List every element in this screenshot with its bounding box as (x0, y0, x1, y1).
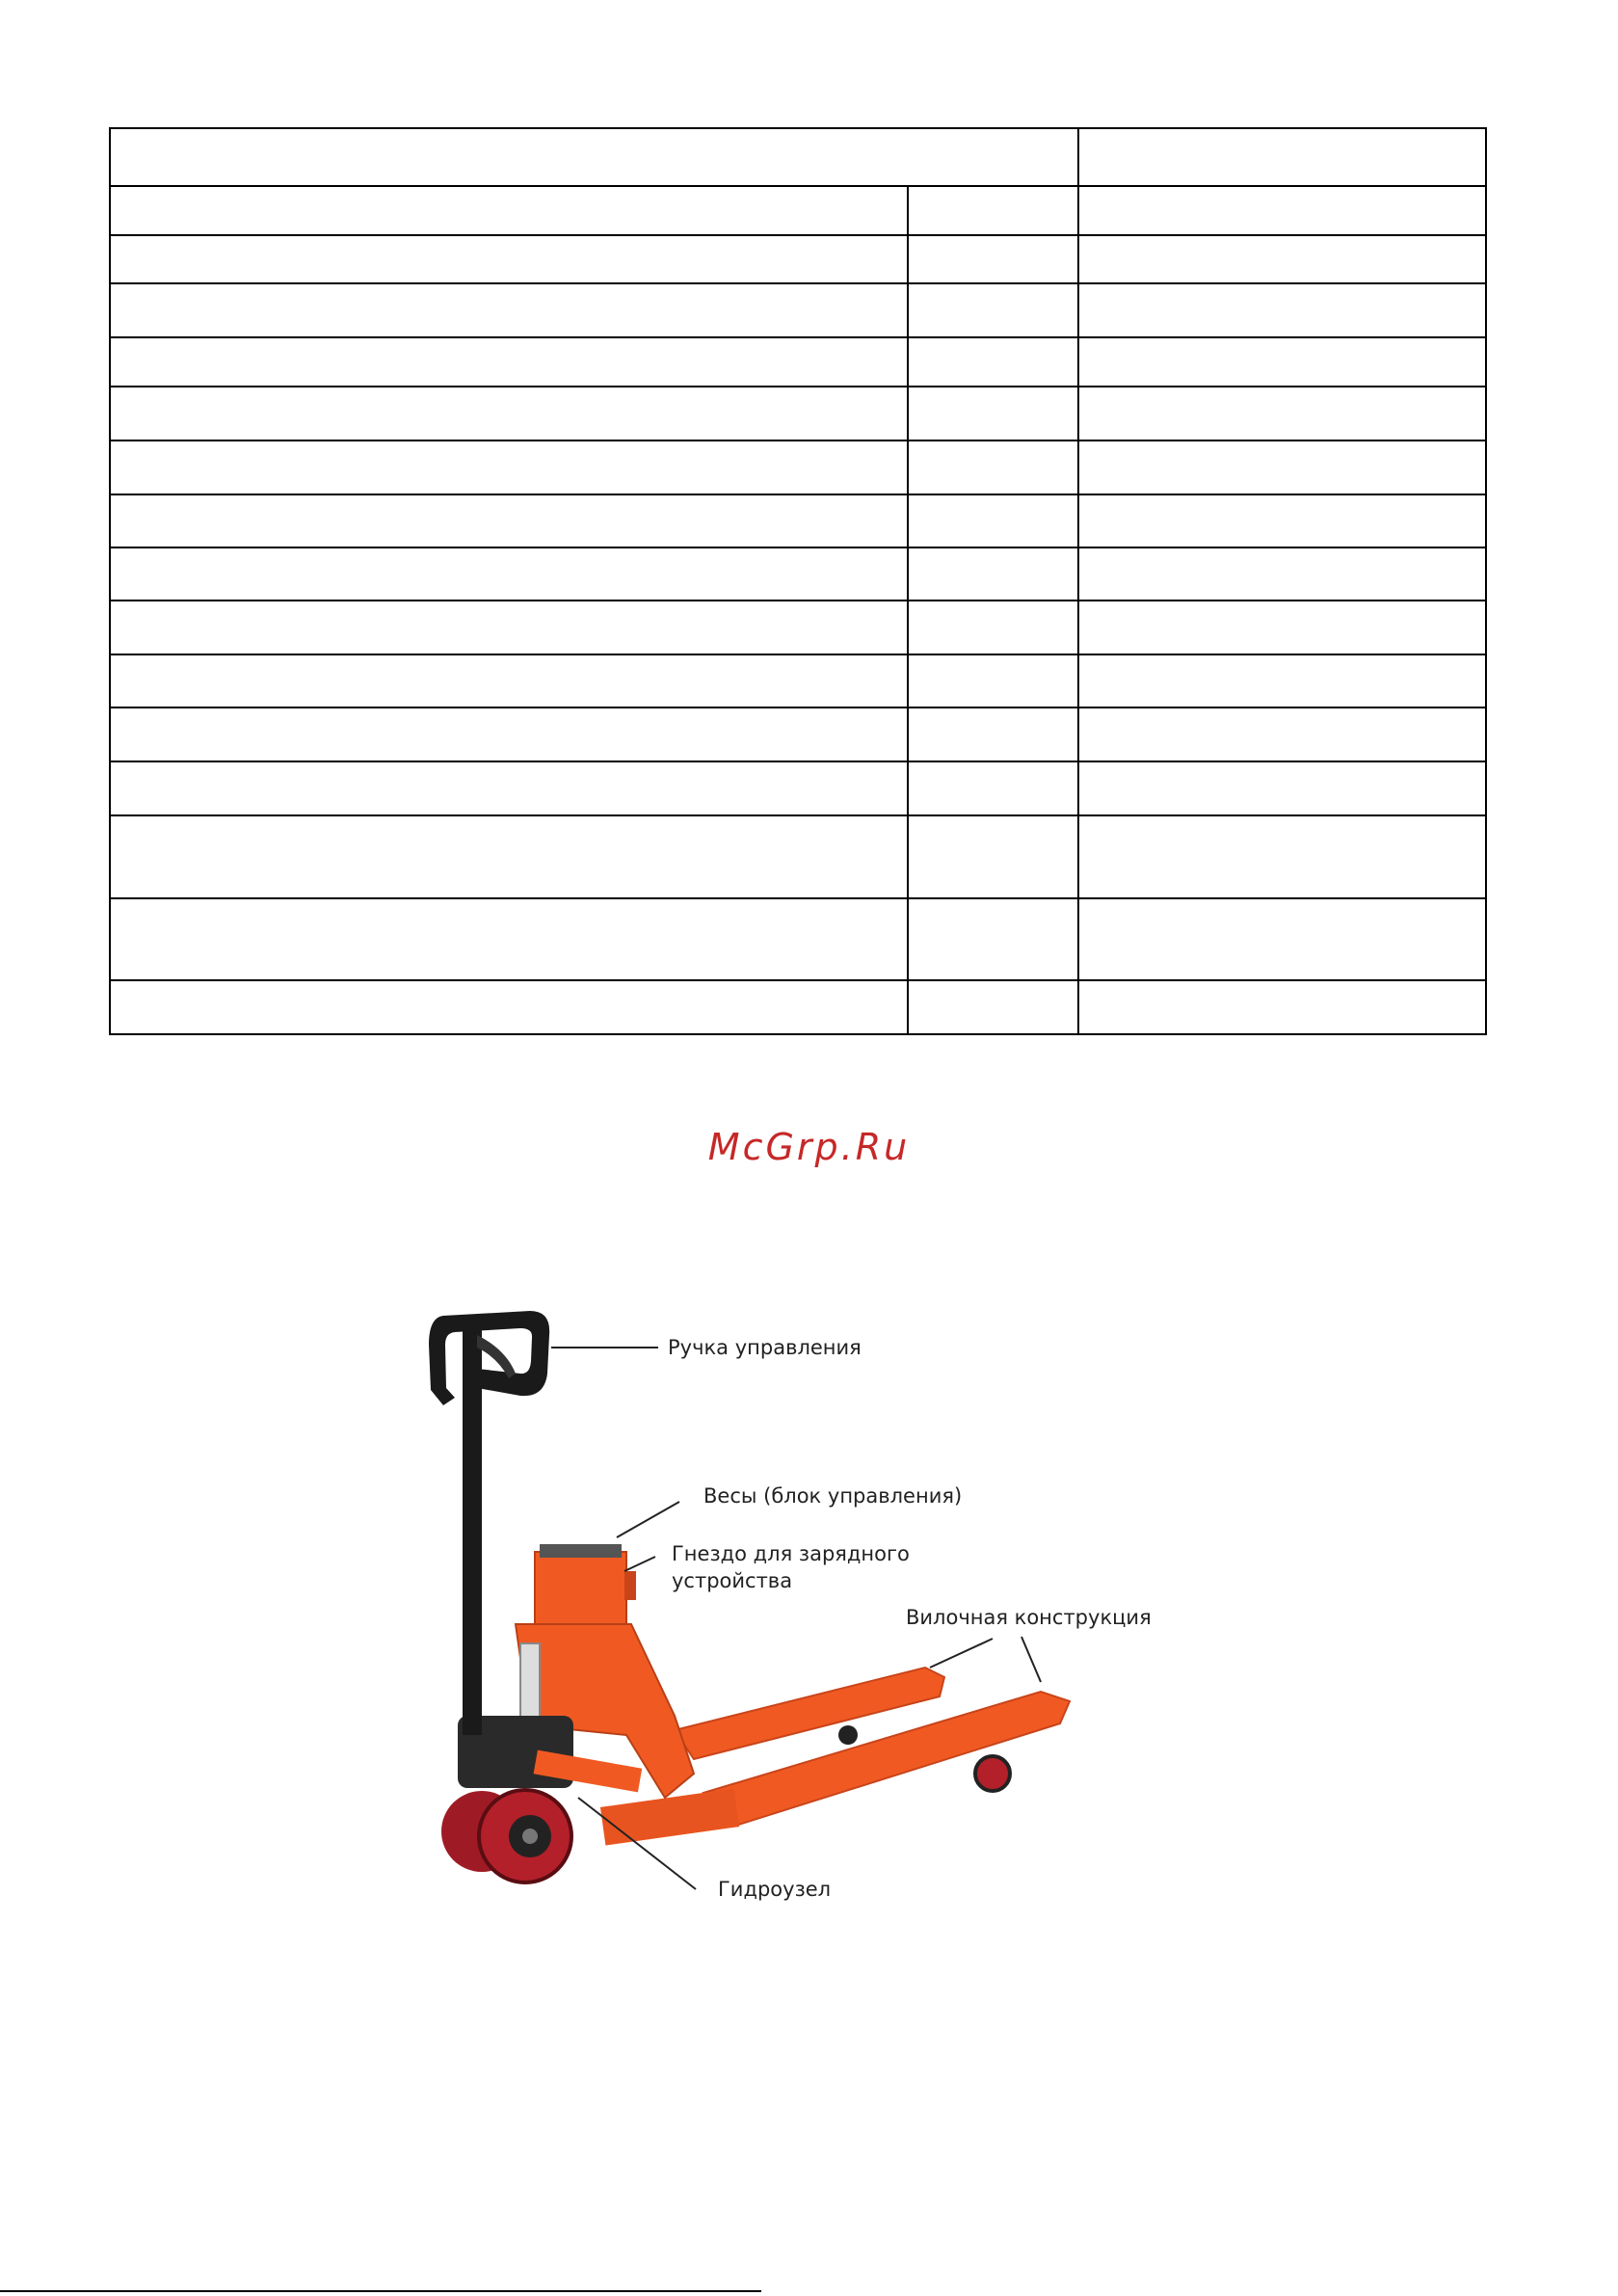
table-cell (110, 441, 908, 494)
table-cell (908, 707, 1078, 761)
table-cell (908, 815, 1078, 898)
table-cell (908, 283, 1078, 337)
table-cell (1078, 761, 1486, 815)
table-row (110, 761, 1486, 815)
table-cell (1078, 601, 1486, 654)
table-cell (1078, 235, 1486, 283)
table-cell (1078, 128, 1486, 186)
scale-unit-top (540, 1544, 622, 1558)
leader-scales (617, 1502, 679, 1537)
label-forks: Вилочная конструкция (906, 1606, 1152, 1629)
watermark: McGrp.Ru (707, 1126, 911, 1168)
table-row (110, 898, 1486, 980)
table-cell (110, 283, 908, 337)
handle-shaft (463, 1330, 482, 1735)
table-cell (1078, 980, 1486, 1034)
table-row (110, 815, 1486, 898)
table-cell (908, 494, 1078, 547)
specification-table (109, 127, 1487, 1035)
table-cell (1078, 494, 1486, 547)
table-cell (908, 980, 1078, 1034)
table-cell (110, 235, 908, 283)
table-cell (908, 441, 1078, 494)
scale-unit-box (535, 1552, 626, 1624)
label-charger-socket-1: Гнездо для зарядного (672, 1542, 910, 1565)
table-cell (110, 128, 1078, 186)
table-cell (1078, 898, 1486, 980)
table-cell (110, 494, 908, 547)
table-cell (110, 815, 908, 898)
table-cell (1078, 654, 1486, 707)
table-cell (110, 898, 908, 980)
table-header-row (110, 128, 1486, 186)
table-cell (110, 186, 908, 235)
leader-forks-b (1021, 1637, 1041, 1682)
fork-base (600, 1788, 739, 1845)
chassis (458, 1544, 694, 1798)
steer-wheel-axle (522, 1829, 538, 1844)
table-cell (110, 337, 908, 387)
table-cell (110, 547, 908, 601)
table-row (110, 494, 1486, 547)
table-row (110, 980, 1486, 1034)
label-hydraulic: Гидроузел (718, 1878, 832, 1901)
table-row (110, 601, 1486, 654)
table-row (110, 387, 1486, 441)
table-cell (110, 707, 908, 761)
table-cell (110, 980, 908, 1034)
bottom-rule (0, 2290, 761, 2292)
leader-forks-a (930, 1639, 993, 1668)
fork-roller-front (975, 1756, 1010, 1791)
pallet-truck-illustration (385, 1272, 1176, 1928)
table-cell (908, 387, 1078, 441)
hydraulic-cylinder (520, 1643, 540, 1721)
label-scales: Весы (блок управления) (703, 1484, 963, 1508)
table-cell (1078, 707, 1486, 761)
pallet-truck-figure (385, 1272, 1176, 1928)
table-cell (908, 186, 1078, 235)
table-cell (908, 235, 1078, 283)
fork-roller-rear (838, 1725, 858, 1745)
table-cell (908, 898, 1078, 980)
table-cell (908, 547, 1078, 601)
table-cell (110, 654, 908, 707)
table-cell (1078, 815, 1486, 898)
table-row (110, 235, 1486, 283)
table-cell (110, 761, 908, 815)
scale-unit-socket (624, 1571, 636, 1600)
table-row (110, 547, 1486, 601)
table-cell (1078, 283, 1486, 337)
table-cell (110, 387, 908, 441)
table-row (110, 707, 1486, 761)
table-row (110, 441, 1486, 494)
table-row (110, 337, 1486, 387)
label-handle: Ручка управления (668, 1336, 862, 1359)
table-cell (1078, 337, 1486, 387)
table-cell (1078, 387, 1486, 441)
table-cell (908, 601, 1078, 654)
table-cell (1078, 547, 1486, 601)
table-cell (110, 601, 908, 654)
table-row (110, 186, 1486, 235)
table-cell (908, 337, 1078, 387)
label-charger-socket-2: устройства (672, 1569, 793, 1592)
table-row (110, 654, 1486, 707)
table-row (110, 283, 1486, 337)
leader-socket (624, 1557, 655, 1571)
steer-wheels (441, 1790, 571, 1882)
table-cell (1078, 441, 1486, 494)
table-cell (908, 761, 1078, 815)
table-cell (908, 654, 1078, 707)
handle-grip (429, 1311, 549, 1405)
table-cell (1078, 186, 1486, 235)
